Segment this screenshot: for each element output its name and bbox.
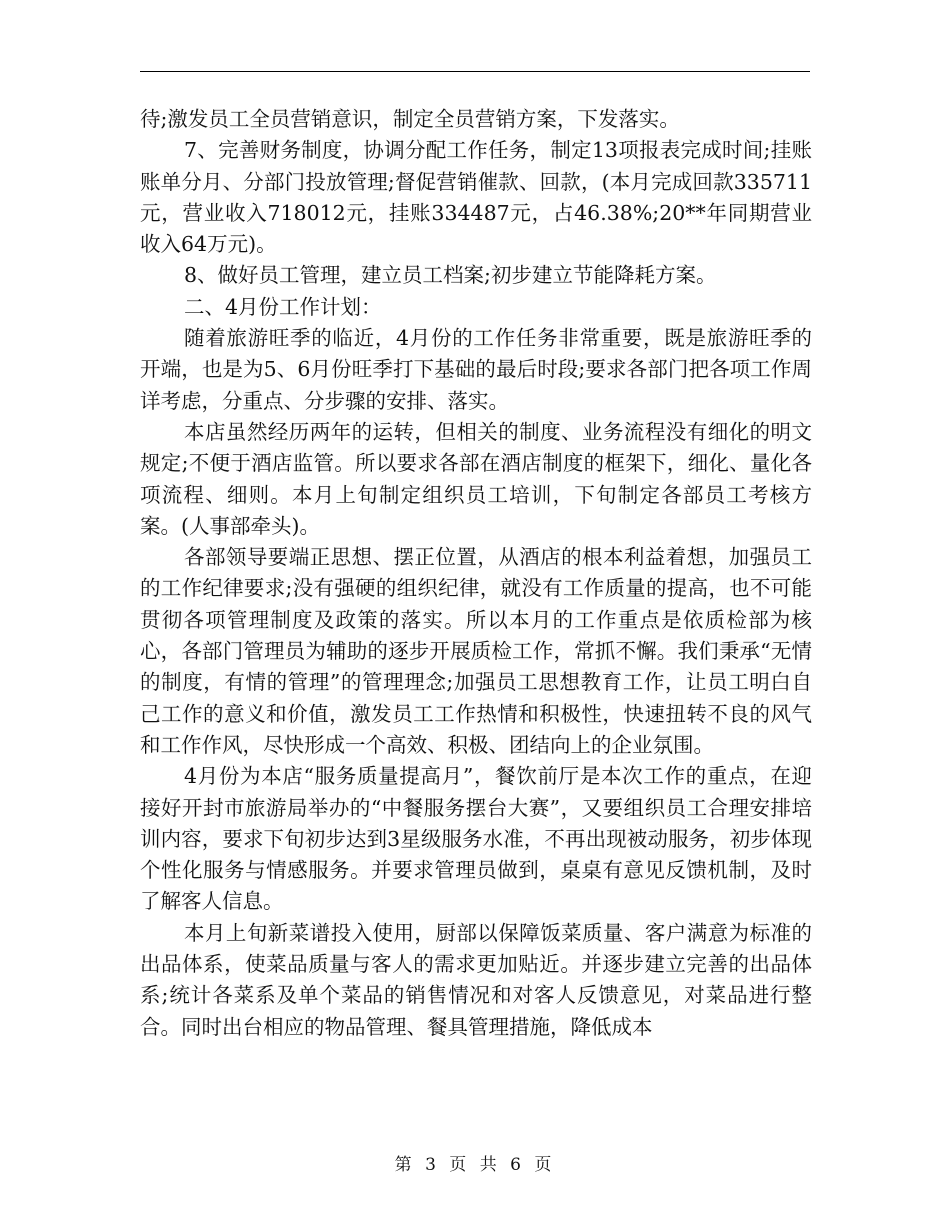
paragraph-1: 待;激发员工全员营销意识，制定全员营销方案，下发落实。 <box>140 107 680 131</box>
paragraph-2: 7、完善财务制度，协调分配工作任务，制定13项报表完成时间;挂账账单分月、分部门投放管理;督促营销催款、回款，(本月完成回款335711元，营业收入718012元，挂账334487元，占46.38%;20**年同期营业收入64万元)。 <box>140 138 812 257</box>
header-rule <box>140 71 810 72</box>
paragraph-9: 本月上旬新菜谱投入使用，厨部以保障饭菜质量、客户满意为标准的出品体系，使菜品质量与客人的需求更加贴近。并逐步建立完善的出品体系;统计各菜系及单个菜品的销售情况和对客人反馈意见，对菜品进行整合。同时出台相应的物品管理、餐具管理措施，降低成本 <box>140 920 812 1039</box>
paragraph-8: 4月份为本店“服务质量提高月”，餐饮前厅是本次工作的重点，在迎接好开封市旅游局举办的“中餐服务摆台大赛”，又要组织员工合理安排培训内容，要求下旬初步达到3星级服务水准，不再出现被动服务，初步体现个性化服务与情感服务。并要求管理员做到，桌桌有意见反馈机制，及时了解客人信息。 <box>140 764 812 914</box>
paragraph-3: 8、做好员工管理，建立员工档案;初步建立节能降耗方案。 <box>184 263 717 288</box>
paragraph-6: 本店虽然经历两年的运转，但相关的制度、业务流程没有细化的明文规定;不便于酒店监管。所以要求各部在酒店制度的框架下，细化、量化各项流程、细则。本月上旬制定组织员工培训，下旬制定各部员工考核方案。(人事部牵头)。 <box>140 419 812 538</box>
paragraph-5: 随着旅游旺季的临近，4月份的工作任务非常重要，既是旅游旺季的开端，也是为5、6月份旺季打下基础的最后时段;要求各部门把各项工作周详考虑，分重点、分步骤的安排、落实。 <box>140 326 812 413</box>
section-heading: 二、4月份工作计划： <box>184 294 382 319</box>
paragraph-7: 各部领导要端正思想、摆正位置，从酒店的根本利益着想，加强员工的工作纪律要求;没有强硬的组织纪律，就没有工作质量的提高，也不可能贯彻各项管理制度及政策的落实。所以本月的工作重点是依质检部为核心，各部门管理员为辅助的逐步开展质检工作，常抓不懈。我们秉承“无情的制度，有情的管理”的管理理念;加强员工思想教育工作，让员工明白自己工作的意义和价值，激发员工工作热情和积极性，快速扭转不良的风气和工作作风，尽快形成一个高效、积极、团结向上的企业氛围。 <box>140 545 812 757</box>
page-number-footer: 第 3 页 共 6 页 <box>394 1155 556 1175</box>
document-body <box>140 104 812 1043</box>
